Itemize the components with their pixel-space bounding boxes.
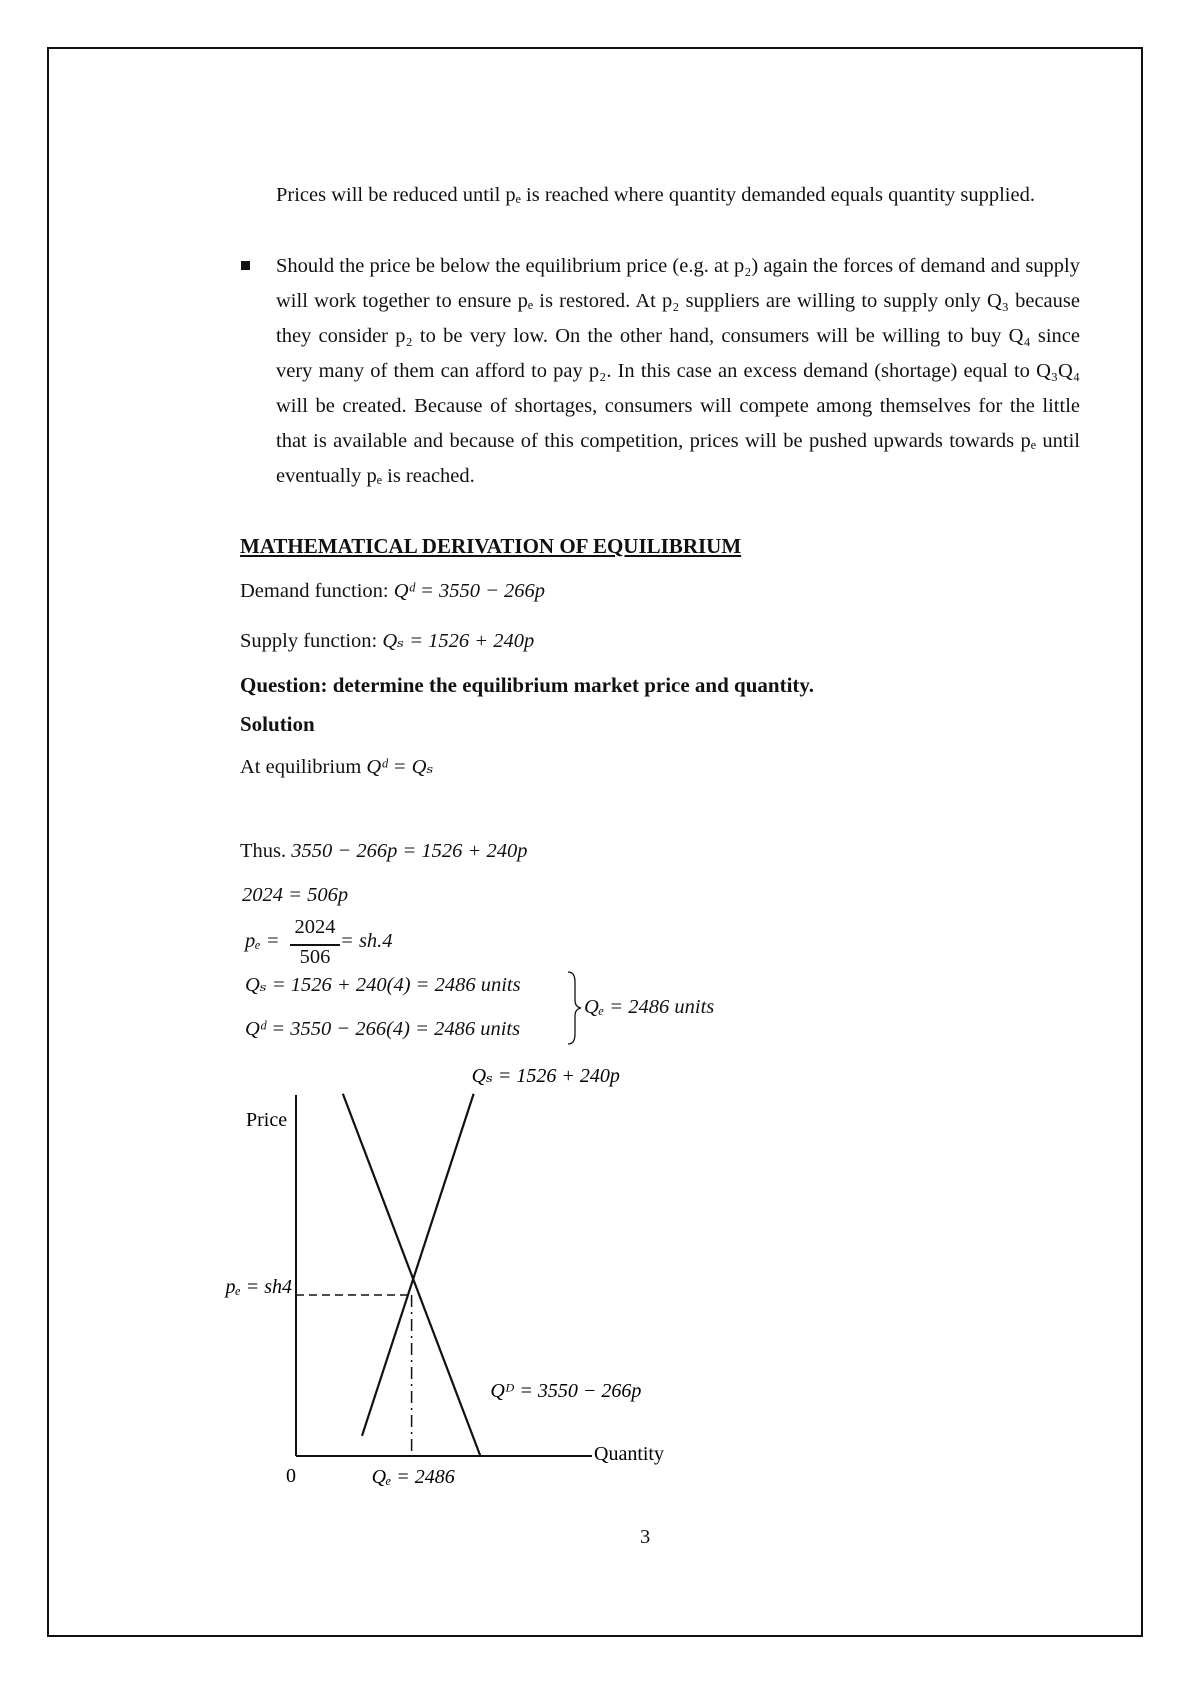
page-number: 3 [640, 1526, 651, 1548]
supply-demand-chart [0, 1064, 1190, 1490]
supply-function-equation: Qₛ = 1526 + 240p [382, 630, 535, 652]
section-heading: MATHEMATICAL DERIVATION OF EQUILIBRIUM [240, 534, 742, 558]
pe-lhs: pₑ = [245, 930, 280, 952]
step-thus [240, 840, 528, 863]
step1-equation: 3550 − 266p = 1526 + 240p [291, 840, 528, 862]
qd-computation: Qᵈ = 3550 − 266(4) = 2486 units [245, 1018, 521, 1040]
demand-function-equation: Qᵈ = 3550 − 266p [393, 580, 546, 602]
bullet-marker [241, 261, 250, 270]
pe-numerator: 2024 [294, 916, 336, 938]
equilibrium-condition-label: At equilibrium [240, 756, 362, 778]
supply-function [240, 628, 534, 653]
continuation-paragraph [276, 178, 1080, 213]
demand-curve-label: Qᴰ = 3550 − 266p [490, 1380, 642, 1402]
y-axis-label: Price [246, 1109, 288, 1131]
supply-curve-label: Qₛ = 1526 + 240p [471, 1064, 620, 1087]
equilibrium-price-label: pₑ = sh4 [225, 1276, 292, 1298]
demand-function-label: Demand function: [240, 580, 389, 602]
solution-label: Solution [240, 712, 315, 736]
demand-function [240, 580, 545, 603]
supply-function-label: Supply function: [240, 630, 378, 652]
right-brace [565, 970, 585, 1046]
x-axis-label: Quantity [594, 1443, 664, 1465]
bullet-paragraph [276, 249, 1080, 494]
supply-curve [362, 1094, 474, 1436]
bullet-text: Should the price be below the equilibrium price (e.g. at p₂) again the forces of demand and supply will work together to ensure pₑ is restored. At p₂ suppliers are willing to supply only Q₃ because they consider p₂ to be very low. On the other hand, consumers will be willing to buy Q₄ since very many of them can afford to pay p₂. In this case an excess demand (shortage) equal to Q₃Q₄ will be created. Because of shortages, consumers will compete among themselves for the little that is available and because of this competition, prices will be pushed upwards towards pₑ until eventually pₑ is reached. [276, 255, 1080, 487]
continuation-text: Prices will be reduced until pₑ is reached where quantity demanded equals quantity supplied. [276, 184, 1035, 206]
equilibrium-condition-equation: Qᵈ = Qₛ [366, 756, 434, 778]
question-text: Question: determine the equilibrium market price and quantity. [240, 673, 814, 697]
equilibrium-condition [240, 754, 433, 779]
equilibrium-quantity-label: Qₑ = 2486 [371, 1466, 455, 1488]
pe-denominator: 506 [299, 946, 331, 968]
thus-label: Thus. [240, 840, 287, 862]
origin-label: 0 [286, 1465, 296, 1487]
pe-rhs: = sh.4 [340, 930, 393, 952]
qs-computation: Qₛ = 1526 + 240(4) = 2486 units [245, 974, 521, 996]
qe-result: Qₑ = 2486 units [584, 996, 715, 1018]
step2-equation: 2024 = 506p [242, 884, 349, 906]
